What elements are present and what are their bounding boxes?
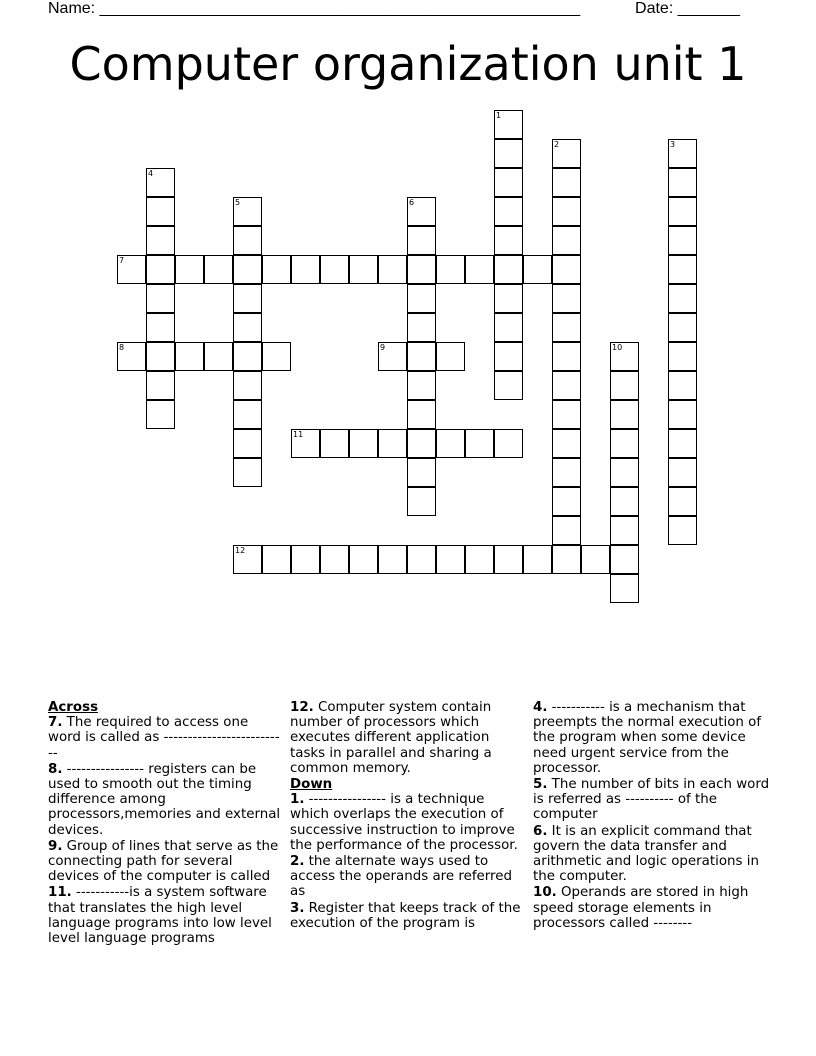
clues-column-2 <box>290 700 526 932</box>
crossword-cell[interactable] <box>610 487 639 516</box>
crossword-cell[interactable] <box>610 458 639 487</box>
crossword-cell[interactable] <box>610 545 639 574</box>
clues-column-3 <box>533 700 773 932</box>
crossword-cell[interactable] <box>494 197 523 226</box>
crossword-cell[interactable] <box>668 255 697 284</box>
crossword-cell[interactable] <box>204 342 233 371</box>
crossword-cell[interactable] <box>552 371 581 400</box>
crossword-cell[interactable] <box>407 284 436 313</box>
crossword-cell[interactable] <box>552 545 581 574</box>
crossword-cell[interactable] <box>668 429 697 458</box>
crossword-cell[interactable] <box>233 313 262 342</box>
crossword-cell[interactable] <box>552 313 581 342</box>
clue-number: 7 <box>119 256 125 265</box>
crossword-cell[interactable] <box>233 458 262 487</box>
crossword-cell[interactable] <box>552 255 581 284</box>
crossword-cell[interactable] <box>233 342 262 371</box>
crossword-cell[interactable] <box>175 255 204 284</box>
crossword-cell[interactable] <box>552 400 581 429</box>
clue-across-7: 7. The required to access one word is called as -------------------------- <box>48 715 280 761</box>
crossword-cell[interactable] <box>262 545 291 574</box>
crossword-cell[interactable] <box>146 400 175 429</box>
crossword-cell[interactable] <box>494 255 523 284</box>
clue-number: 12 <box>235 546 246 555</box>
crossword-cell[interactable] <box>552 197 581 226</box>
crossword-cell[interactable] <box>668 458 697 487</box>
clue-number: 2 <box>554 140 560 149</box>
crossword-cell[interactable] <box>378 429 407 458</box>
clues-column-1 <box>48 700 284 947</box>
crossword-cell[interactable] <box>610 516 639 545</box>
crossword-cell[interactable] <box>668 371 697 400</box>
crossword-cell[interactable] <box>465 429 494 458</box>
crossword-cell[interactable] <box>407 255 436 284</box>
crossword-cell[interactable] <box>494 371 523 400</box>
page-title: Computer organization unit 1 <box>69 37 747 91</box>
crossword-cell[interactable] <box>291 255 320 284</box>
clue-down-3: 3. Register that keeps track of the execution of the program is <box>290 900 521 931</box>
crossword-cell[interactable] <box>494 545 523 574</box>
crossword-cell[interactable] <box>233 400 262 429</box>
crossword-cell[interactable] <box>436 429 465 458</box>
crossword-cell[interactable] <box>436 342 465 371</box>
crossword-cell[interactable] <box>146 284 175 313</box>
crossword-cell[interactable] <box>552 168 581 197</box>
crossword-cell[interactable] <box>552 429 581 458</box>
clue-number: 6 <box>409 198 415 207</box>
crossword-cell[interactable] <box>668 400 697 429</box>
crossword-cell[interactable] <box>146 168 175 197</box>
crossword-cell[interactable] <box>291 429 320 458</box>
crossword-cell[interactable] <box>233 197 262 226</box>
crossword-cell[interactable] <box>378 545 407 574</box>
crossword-cell[interactable] <box>407 342 436 371</box>
crossword-cell[interactable] <box>407 400 436 429</box>
clue-across-11: 11. -----------is a system software that translates the high level language programs into low level level language programs <box>48 885 272 947</box>
clue-number: 3 <box>670 140 676 149</box>
clue-number: 1 <box>496 111 502 120</box>
crossword-cell[interactable] <box>552 139 581 168</box>
crossword-cell[interactable] <box>668 284 697 313</box>
crossword-cell[interactable] <box>407 226 436 255</box>
crossword-cell[interactable] <box>117 342 146 371</box>
crossword-cell[interactable] <box>233 226 262 255</box>
crossword-cell[interactable] <box>494 226 523 255</box>
down-heading: Down <box>290 777 333 793</box>
clue-number: 11 <box>293 430 304 439</box>
crossword-cell[interactable] <box>146 313 175 342</box>
crossword-cell[interactable] <box>407 429 436 458</box>
crossword-cell[interactable] <box>175 342 204 371</box>
crossword-cell[interactable] <box>610 342 639 371</box>
crossword-cell[interactable] <box>407 487 436 516</box>
crossword-cell[interactable] <box>291 545 320 574</box>
clue-down-1: 1. ---------------- is a technique which overlaps the execution of successive instruction to improve the performance of the processor. <box>290 792 518 853</box>
clue-number: 9 <box>380 343 386 352</box>
crossword-cell[interactable] <box>552 226 581 255</box>
crossword-cell[interactable] <box>407 458 436 487</box>
clue-across-12: 12. Computer system contain number of processors which executes different application tasks in parallel and sharing a common memory. <box>290 700 492 776</box>
crossword-cell[interactable] <box>610 400 639 429</box>
crossword-cell[interactable] <box>146 255 175 284</box>
name-field-label[interactable]: Name: ______________________________________________________ <box>48 0 581 17</box>
crossword-cell[interactable] <box>465 255 494 284</box>
crossword-cell[interactable] <box>233 429 262 458</box>
clue-down-6: 6. It is an explicit command that govern the data transfer and arithmetic and logic operations in the computer. <box>533 823 759 885</box>
across-heading: Across <box>48 700 99 715</box>
crossword-cell[interactable] <box>233 545 262 574</box>
crossword-cell[interactable] <box>117 255 146 284</box>
clue-down-4: 4. ----------- is a mechanism that preempts the normal execution of the program when some device need urgent service from the processor. <box>533 700 762 776</box>
crossword-cell[interactable] <box>552 487 581 516</box>
crossword-cell[interactable] <box>668 487 697 516</box>
crossword-cell[interactable] <box>523 255 552 284</box>
crossword-cell[interactable] <box>494 313 523 342</box>
date-field-label[interactable]: Date: _______ <box>635 0 740 17</box>
crossword-cell[interactable] <box>146 342 175 371</box>
crossword-cell[interactable] <box>349 255 378 284</box>
crossword-cell[interactable] <box>668 313 697 342</box>
crossword-cell[interactable] <box>233 371 262 400</box>
crossword-cell[interactable] <box>146 226 175 255</box>
crossword-cell[interactable] <box>668 139 697 168</box>
clue-across-8: 8. ---------------- registers can be used to smooth out the timing difference among processors,memories and external devices. <box>48 761 281 838</box>
crossword-cell[interactable] <box>610 371 639 400</box>
crossword-cell[interactable] <box>407 545 436 574</box>
crossword-cell[interactable] <box>436 545 465 574</box>
crossword-cell[interactable] <box>668 226 697 255</box>
crossword-cell[interactable] <box>668 197 697 226</box>
clue-down-10: 10. Operands are stored in high speed storage elements in processors called -------- <box>533 885 749 931</box>
clue-number: 5 <box>235 198 241 207</box>
clue-down-2: 2. the alternate ways used to access the operands are referred as <box>290 854 513 900</box>
crossword-cell[interactable] <box>204 255 233 284</box>
crossword-cell[interactable] <box>378 255 407 284</box>
crossword-cell[interactable] <box>552 516 581 545</box>
crossword-cell[interactable] <box>668 516 697 545</box>
crossword-cell[interactable] <box>320 545 349 574</box>
crossword-cell[interactable] <box>146 371 175 400</box>
clue-down-5: 5. The number of bits in each word is referred as ---------- of the computer <box>533 777 770 823</box>
clue-across-9: 9. Group of lines that serve as the connecting path for several devices of the computer is called <box>48 838 279 885</box>
crossword-cell[interactable] <box>494 168 523 197</box>
crossword-cell[interactable] <box>465 545 494 574</box>
crossword-cell[interactable] <box>436 255 465 284</box>
crossword-cell[interactable] <box>494 284 523 313</box>
crossword-cell[interactable] <box>407 313 436 342</box>
crossword-cell[interactable] <box>494 139 523 168</box>
crossword-cell[interactable] <box>262 342 291 371</box>
clue-number: 4 <box>148 169 154 178</box>
crossword-cell[interactable] <box>610 429 639 458</box>
crossword-cell[interactable] <box>378 342 407 371</box>
crossword-cell[interactable] <box>320 255 349 284</box>
crossword-cell[interactable] <box>262 255 291 284</box>
crossword-cell[interactable] <box>610 574 639 603</box>
crossword-cell[interactable] <box>552 284 581 313</box>
crossword-cell[interactable] <box>668 342 697 371</box>
crossword-cell[interactable] <box>552 342 581 371</box>
clue-number: 8 <box>119 343 125 352</box>
crossword-cell[interactable] <box>494 342 523 371</box>
crossword-cell[interactable] <box>494 429 523 458</box>
crossword-cell[interactable] <box>146 197 175 226</box>
crossword-cell[interactable] <box>233 255 262 284</box>
crossword-cell[interactable] <box>668 168 697 197</box>
crossword-cell[interactable] <box>494 110 523 139</box>
crossword-cell[interactable] <box>407 197 436 226</box>
crossword-cell[interactable] <box>349 429 378 458</box>
crossword-cell[interactable] <box>407 371 436 400</box>
crossword-cell[interactable] <box>552 458 581 487</box>
crossword-cell[interactable] <box>349 545 378 574</box>
clue-number: 10 <box>612 343 623 352</box>
crossword-cell[interactable] <box>233 284 262 313</box>
crossword-cell[interactable] <box>581 545 610 574</box>
crossword-cell[interactable] <box>523 545 552 574</box>
crossword-cell[interactable] <box>320 429 349 458</box>
